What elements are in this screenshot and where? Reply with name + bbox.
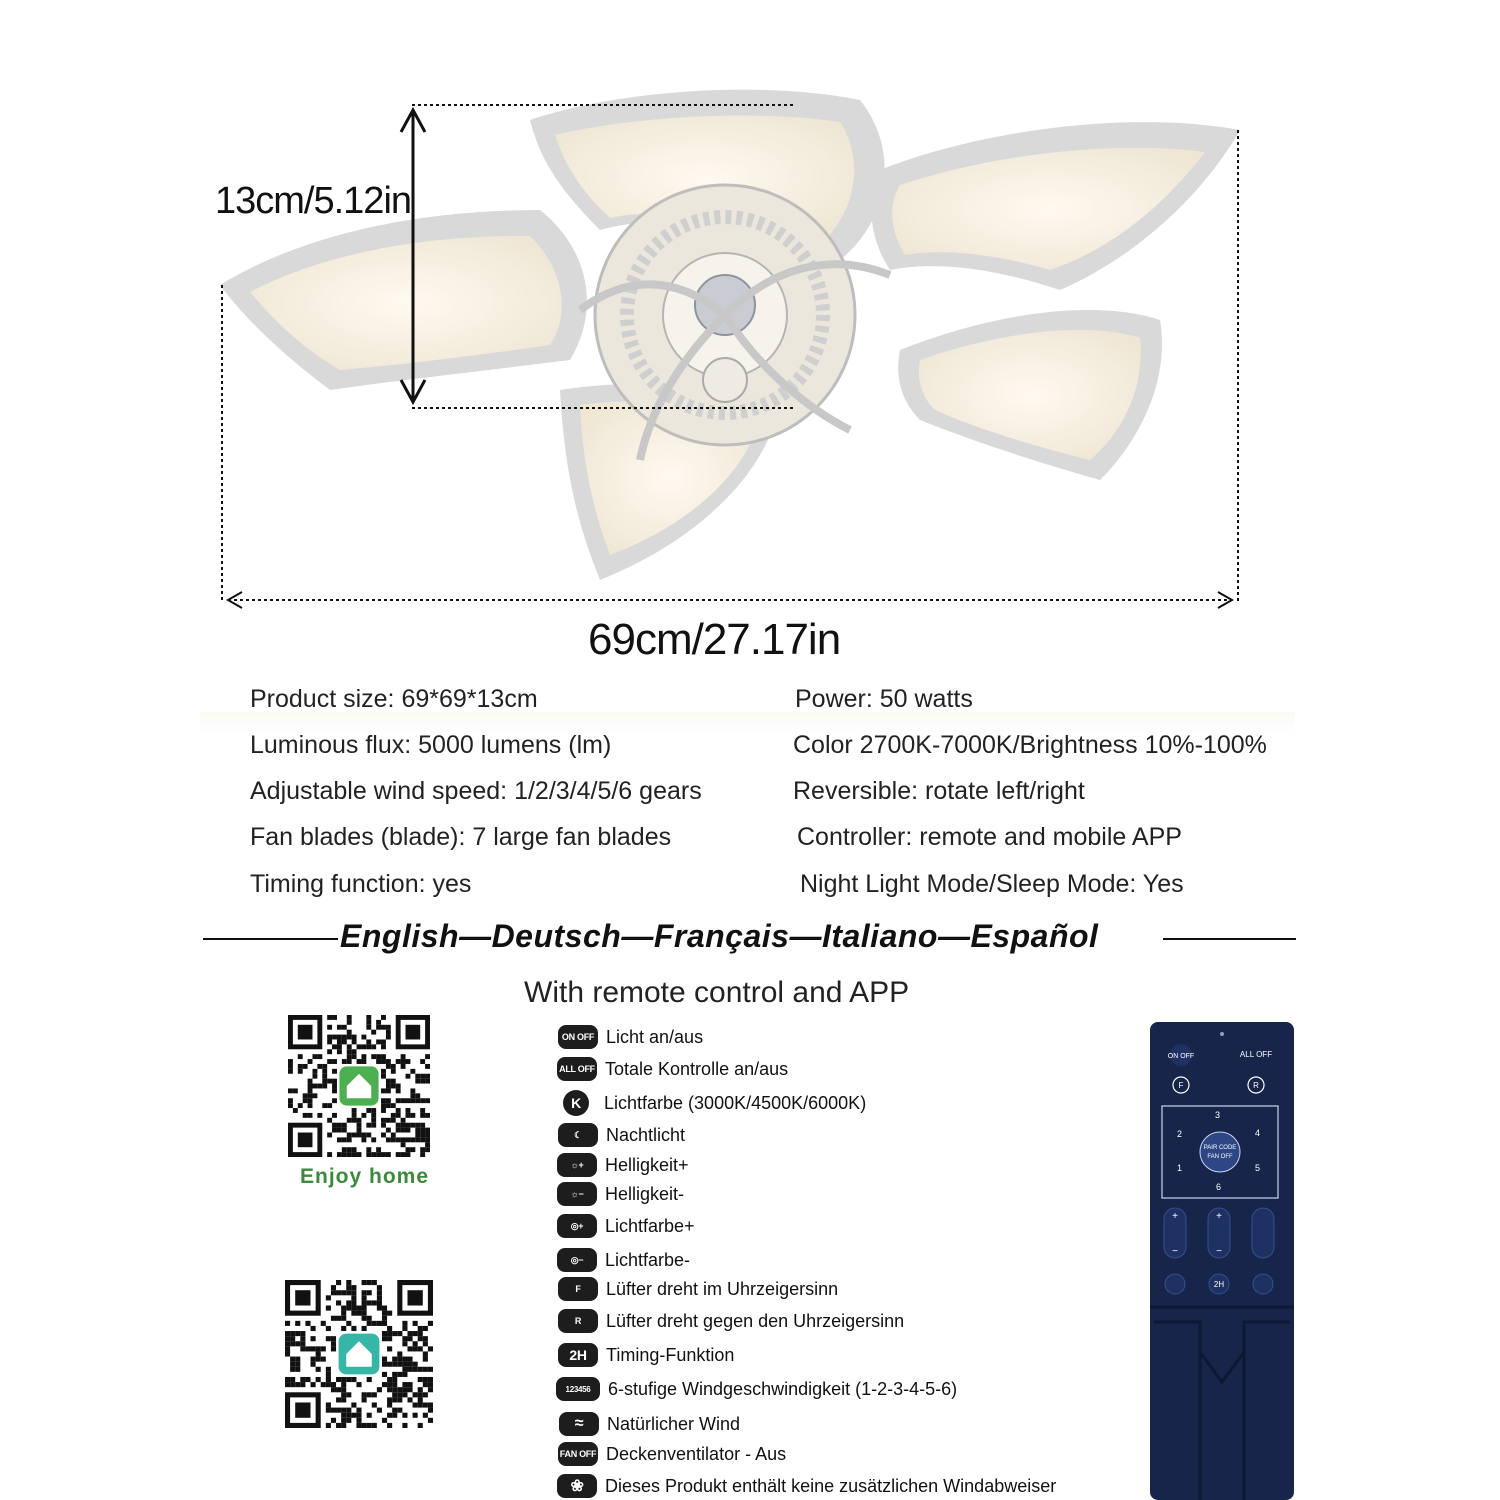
remote-r-label: R: [1253, 1081, 1259, 1090]
function-label: Timing-Funktion: [606, 1344, 735, 1365]
function-label: Lichtfarbe+: [605, 1215, 695, 1236]
function-label: Dieses Produkt enthält keine zusätzlichen Windabweiser: [605, 1475, 1057, 1496]
remote-f-label: F: [1178, 1081, 1184, 1090]
function-all-off: [557, 1057, 788, 1081]
brightness-down-icon: ☼−: [557, 1182, 597, 1206]
timer-icon: 2H: [558, 1343, 598, 1367]
function-label: Lüfter dreht gegen den Uhrzeigersinn: [606, 1310, 905, 1331]
spec-power: Power: 50 watts: [795, 685, 973, 713]
kelvin-icon: K: [563, 1090, 589, 1116]
speed-2: 2: [1177, 1129, 1183, 1139]
function-timer: [558, 1343, 734, 1367]
remote-color-minus: −: [1216, 1246, 1222, 1257]
qr-code-app: [285, 1280, 433, 1428]
all-off-icon: ALL OFF: [557, 1057, 597, 1081]
function-label: Helligkeit-: [605, 1183, 685, 1204]
fan-reverse-icon: R: [558, 1309, 598, 1333]
deflector-icon: ❀: [557, 1474, 597, 1498]
spec-reversible: Reversible: rotate left/right: [793, 777, 1085, 805]
function-light-on-off: [558, 1025, 703, 1049]
spec-product-size: Product size: 69*69*13cm: [250, 685, 538, 713]
natural-wind-icon: ≈: [559, 1412, 599, 1436]
function-fan-counterclockwise: [558, 1309, 904, 1333]
spec-wind-speed: Adjustable wind speed: 1/2/3/4/5/6 gears: [250, 777, 702, 805]
speed-4: 4: [1255, 1128, 1261, 1138]
function-brightness-down: [557, 1182, 684, 1206]
function-color-up: [557, 1214, 695, 1238]
function-label: Lichtfarbe (3000K/4500K/6000K): [604, 1092, 867, 1113]
function-label: Licht an/aus: [606, 1026, 704, 1047]
ceiling-fan-illustration: [200, 60, 1260, 620]
spec-luminous-flux: Luminous flux: 5000 lumens (lm): [250, 731, 612, 759]
remote-control: [1150, 1022, 1294, 1500]
fan-forward-icon: F: [558, 1277, 598, 1301]
qr-code-enjoy-home: [288, 1015, 430, 1157]
spec-controller: Controller: remote and mobile APP: [797, 823, 1182, 851]
function-wind-speed: [556, 1377, 957, 1401]
function-label: Lüfter dreht im Uhrzeigersinn: [606, 1278, 839, 1299]
remote-brightness-plus: +: [1172, 1211, 1178, 1222]
remote-on-off-label: ON OFF: [1167, 1053, 1195, 1060]
function-light-color: [556, 1090, 866, 1116]
remote-pair-code-label: PAIR CODE: [1203, 1145, 1237, 1151]
function-fan-clockwise: [558, 1277, 838, 1301]
speed-6: 6: [1216, 1182, 1222, 1192]
languages-rule-left: [203, 938, 338, 940]
height-dimension-label: 13cm/5.12in: [215, 180, 412, 222]
speed-icon: 123456: [556, 1377, 600, 1401]
spec-night-light: Night Light Mode/Sleep Mode: Yes: [800, 870, 1184, 898]
remote-color-plus: +: [1216, 1211, 1222, 1222]
brightness-up-icon: ☼+: [557, 1153, 597, 1177]
color-up-icon: ◎+: [557, 1214, 597, 1238]
remote-timer-label: 2H: [1213, 1280, 1225, 1289]
function-label: Nachtlicht: [606, 1124, 686, 1145]
spec-timing: Timing function: yes: [250, 870, 472, 898]
width-dimension-label: 69cm/27.17in: [588, 615, 841, 664]
speed-3: 3: [1215, 1110, 1221, 1120]
languages-rule-right: [1163, 938, 1296, 940]
remote-all-off-label: ALL OFF: [1239, 1050, 1273, 1059]
function-label: Lichtfarbe-: [605, 1249, 691, 1270]
fan-off-icon: FAN OFF: [558, 1442, 598, 1466]
qr-caption: Enjoy home: [300, 1165, 430, 1188]
remote-app-title: With remote control and APP: [524, 976, 910, 1009]
function-fan-off: [558, 1442, 786, 1466]
languages-heading: English—Deutsch—Français—Italiano—Español: [340, 918, 1099, 954]
function-color-down: [557, 1248, 690, 1272]
moon-icon: ☾: [558, 1123, 598, 1147]
function-label: Natürlicher Wind: [607, 1413, 741, 1434]
spec-fan-blades: Fan blades (blade): 7 large fan blades: [250, 823, 672, 851]
function-no-deflector: [557, 1474, 1056, 1498]
function-label: Helligkeit+: [605, 1154, 689, 1175]
function-night-light: [558, 1123, 685, 1147]
function-label: Deckenventilator - Aus: [606, 1443, 787, 1464]
speed-5: 5: [1255, 1163, 1261, 1173]
remote-fan-off-label: FAN OFF: [1207, 1154, 1233, 1160]
spec-color: Color 2700K-7000K/Brightness 10%-100%: [793, 731, 1267, 759]
function-label: Totale Kontrolle an/aus: [605, 1058, 789, 1079]
color-down-icon: ◎−: [557, 1248, 597, 1272]
function-label: 6-stufige Windgeschwindigkeit (1-2-3-4-5-6): [608, 1378, 958, 1399]
remote-brightness-minus: −: [1172, 1246, 1178, 1257]
function-natural-wind: [559, 1412, 740, 1436]
function-brightness-up: [557, 1153, 689, 1177]
speed-1: 1: [1177, 1163, 1183, 1173]
on-off-icon: ON OFF: [558, 1025, 598, 1049]
